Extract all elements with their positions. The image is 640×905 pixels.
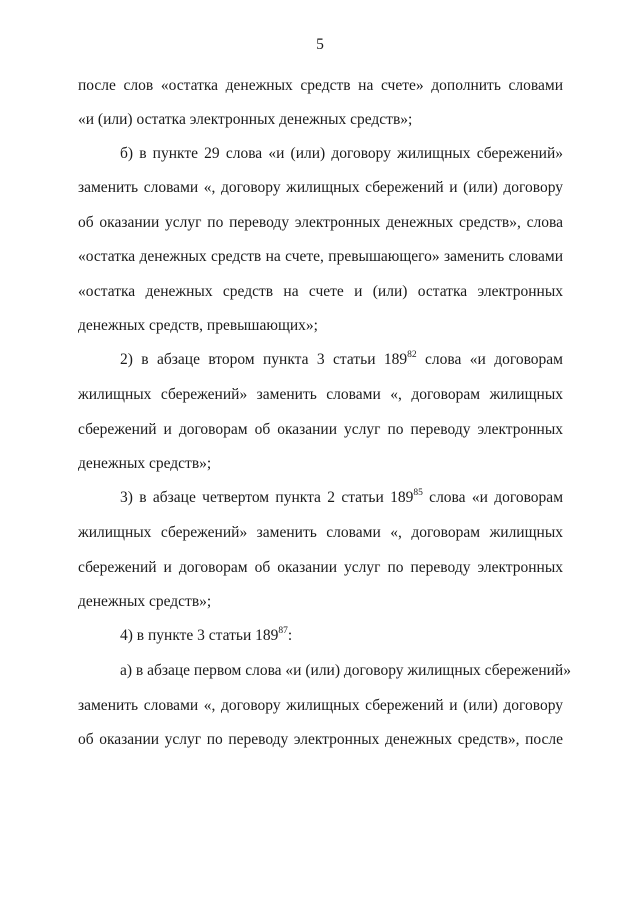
text-line: сбережений и договорам об оказании услуг по переводу электронных xyxy=(78,421,563,438)
superscript: 82 xyxy=(407,349,417,360)
superscript: 87 xyxy=(278,625,288,636)
text-line: денежных средств»; xyxy=(78,593,212,610)
text-line: заменить словами «, договору жилищных сбережений и (или) договору xyxy=(78,697,563,714)
text-line-post: слова «и договорам xyxy=(416,351,563,368)
text-line-pre: 2) в абзаце втором пункта 3 статьи 189 xyxy=(120,351,408,368)
text-line xyxy=(120,488,563,508)
text-line: «остатка денежных средств на счете, превышающего» заменить словами xyxy=(78,248,563,265)
text-line: жилищных сбережений» заменить словами «, договорам жилищных xyxy=(78,386,563,403)
text-line: «и (или) остатка электронных денежных средств»; xyxy=(78,111,413,128)
text-line: об оказании услуг по переводу электронных денежных средств», после xyxy=(78,731,563,748)
text-line: б) в пункте 29 слова «и (или) договору жилищных сбережений» xyxy=(120,145,563,162)
text-line-pre: 4) в пункте 3 статьи 189 xyxy=(120,627,279,644)
text-line: жилищных сбережений» заменить словами «, договорам жилищных xyxy=(78,524,563,541)
text-line xyxy=(120,350,563,370)
text-line: об оказании услуг по переводу электронных денежных средств», слова xyxy=(78,214,563,231)
page-number: 5 xyxy=(316,36,324,53)
text-line: «остатка денежных средств на счете и (или) остатка электронных xyxy=(78,283,563,300)
text-line: а) в абзаце первом слова «и (или) договору жилищных сбережений» xyxy=(120,662,571,679)
text-line-post: слова «и договорам xyxy=(422,489,563,506)
text-line: сбережений и договорам об оказании услуг по переводу электронных xyxy=(78,559,563,576)
text-line: денежных средств»; xyxy=(78,455,212,472)
text-line-post: : xyxy=(287,627,293,644)
text-line: после слов «остатка денежных средств на счете» дополнить словами xyxy=(78,77,563,94)
text-line: заменить словами «, договору жилищных сбережений и (или) договору xyxy=(78,179,563,196)
text-line: денежных средств, превышающих»; xyxy=(78,317,318,334)
text-line-pre: 3) в абзаце четвертом пункта 2 статьи 189 xyxy=(120,489,414,506)
superscript: 85 xyxy=(413,487,423,498)
text-line xyxy=(120,626,563,646)
